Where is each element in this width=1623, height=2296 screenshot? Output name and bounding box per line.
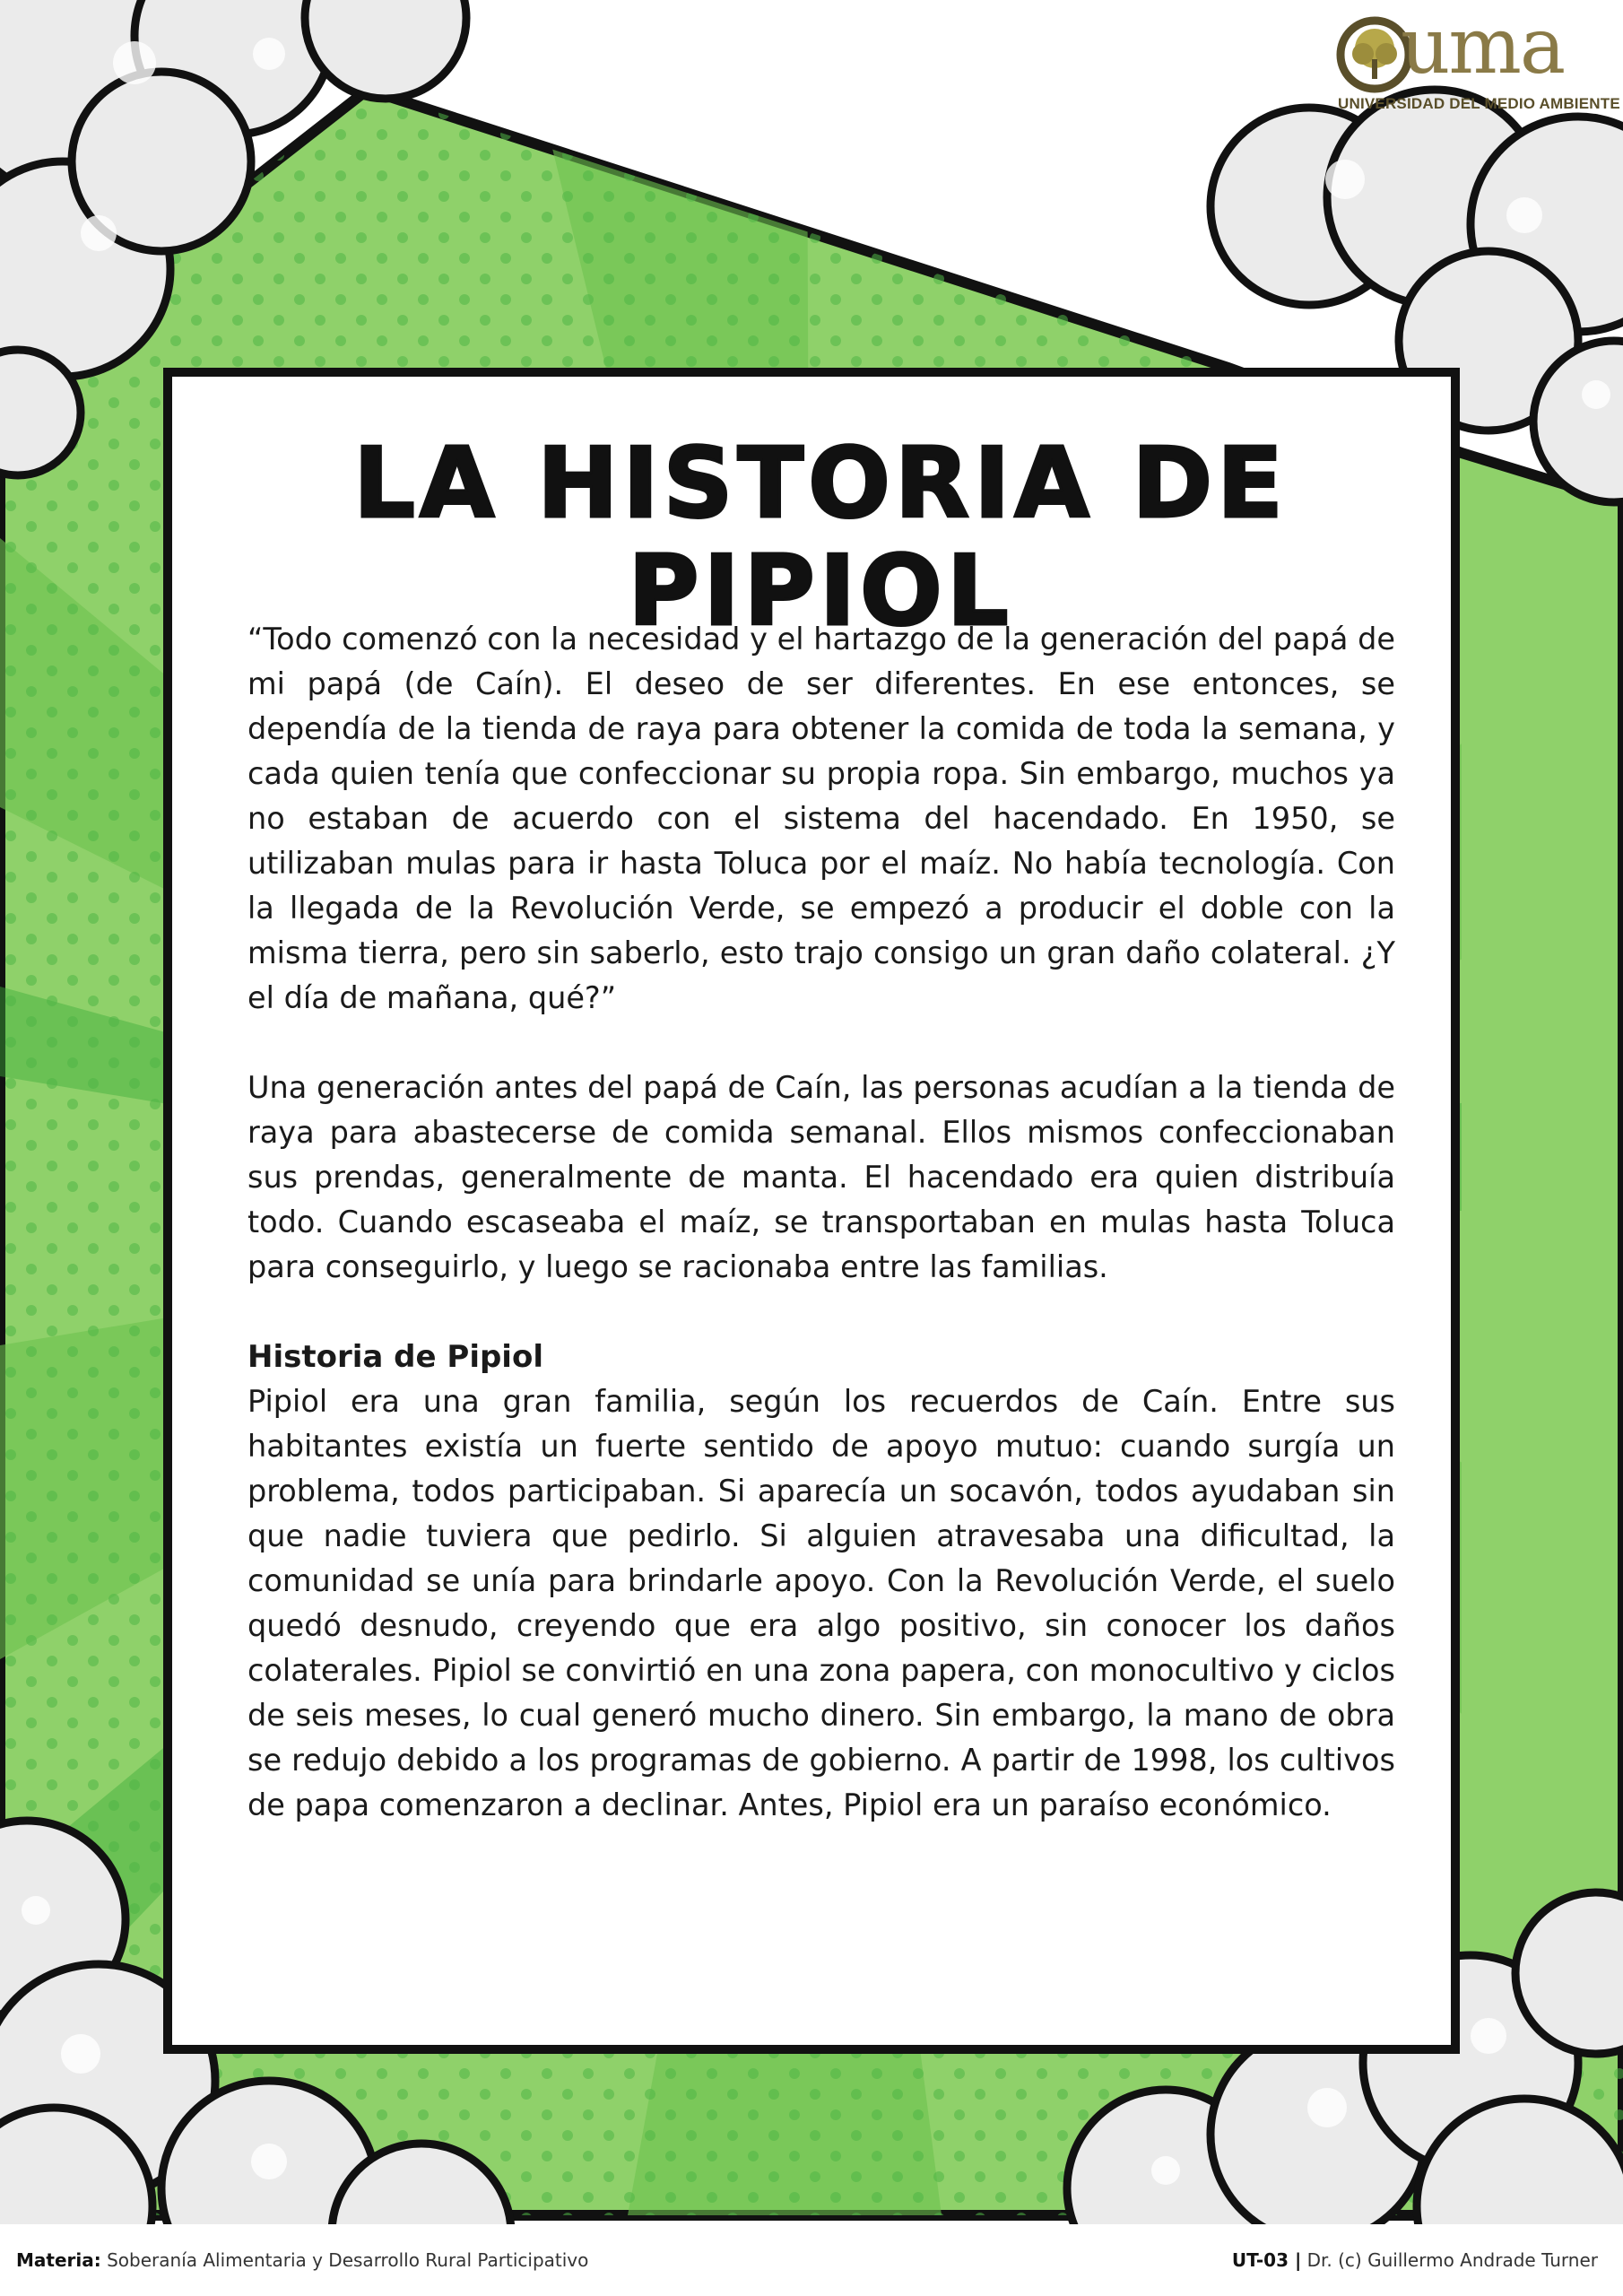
- page-title: LA HISTORIA DE PIPIOL: [353, 428, 1288, 648]
- university-logo: [1334, 2, 1620, 120]
- paragraph-history: Pipiol era una gran familia, según los recuerdos de Caín. Entre sus habitantes existía un fuerte sentido de apoyo mutuo: cuando surgía un problema, todos participaban. Si aparecía un socavón, todos ayudaban sin que nadie tuviera que pedirlo. Si alguien atravesaba una dificultad, la comunidad se unía para brindarle apoyo. Con la Revolución Verde, el suelo quedó desnudo, creyendo que era algo positivo, sin conocer los daños colaterales. Pipiol se convirtió en una zona papera, con monocultivo y ciclos de seis meses, lo cual generó mucho dinero. Sin embargo, la mano de obra se redujo debido a los programas de gobierno. A partir de 1998, los cultivos de papa comenzaron a declinar. Antes, Pipiol era un paraíso económico.: [247, 1384, 1395, 1822]
- paragraph-quote: “Todo comenzó con la necesidad y el hartazgo de la generación del papá de mi papá (de Caín). El deseo de ser diferentes. En ese entonces, se dependía de la tienda de raya para obtener la comida de toda la semana, y cada quien tenía que confeccionar su propia ropa. Sin embargo, muchos ya no estaban de acuerdo con el sistema del hacendado. En 1950, se utilizaban mulas para ir hasta Toluca por el maíz. No había tecnología. Con la llegada de la Revolución Verde, se empezó a producir el doble con la misma tierra, pero sin saberlo, esto trajo consigo un gran daño colateral. ¿Y el día de mañana, qué?”: [247, 622, 1395, 1015]
- logo-wordmark: uma: [1401, 2, 1565, 91]
- content-panel: [163, 368, 1460, 2054]
- footer-author: [1232, 2249, 1598, 2271]
- logo-subtitle: UNIVERSIDAD DEL MEDIO AMBIENTE: [1338, 95, 1620, 112]
- footer-materia-label: Materia:: [16, 2249, 101, 2271]
- section-heading: Historia de Pipiol: [247, 1339, 543, 1375]
- footer-unit-label: UT-03 |: [1231, 2249, 1302, 2271]
- footer-materia-value: Soberanía Alimentaria y Desarrollo Rural Participativo: [107, 2249, 589, 2271]
- paragraph-generation: Una generación antes del papá de Caín, las personas acudían a la tienda de raya para abastecerse de comida semanal. Ellos mismos confeccionaban sus prendas, generalmente de manta. El hacendado era quien distribuía todo. Cuando escaseaba el maíz, se transportaban en mulas hasta Toluca para conseguirlo, y luego se racionaba entre las familias.: [247, 1070, 1395, 1284]
- article-body: [247, 617, 1395, 1828]
- footer-author-name: Dr. (c) Guillermo Andrade Turner: [1306, 2249, 1598, 2271]
- footer-course: [16, 2249, 588, 2271]
